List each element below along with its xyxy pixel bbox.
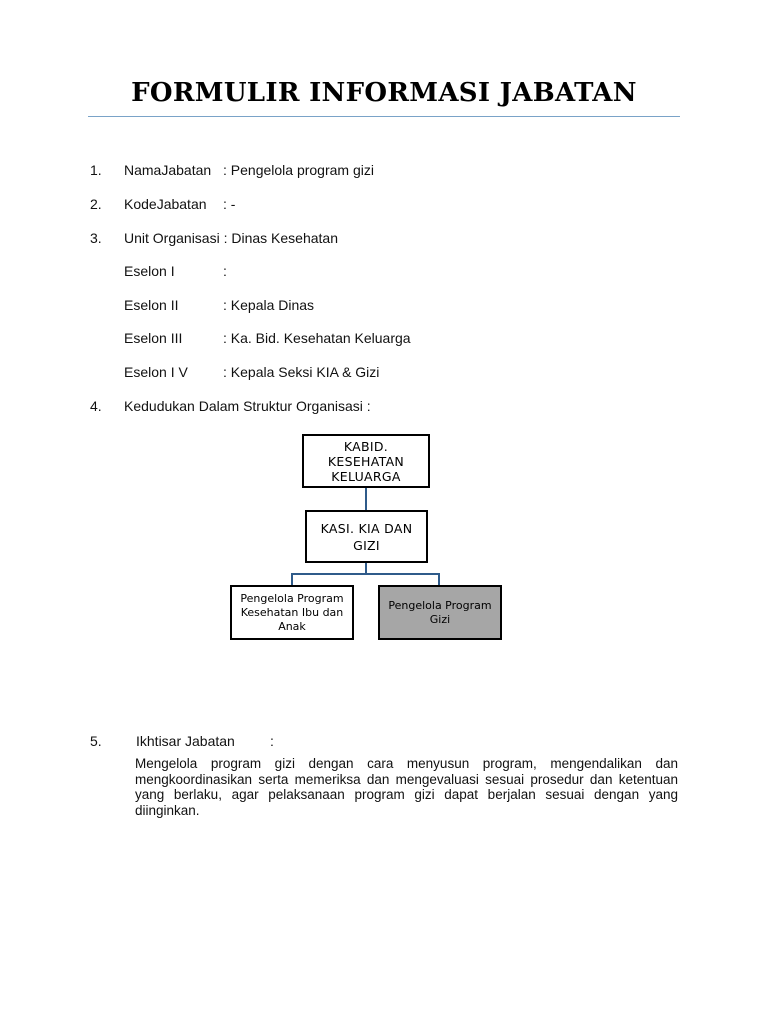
document-title: FORMULIR INFORMASI JABATAN <box>131 78 637 108</box>
item-label: Kedudukan Dalam Struktur Organisasi : <box>124 398 371 414</box>
title-divider <box>88 116 680 117</box>
org-connector <box>365 488 367 510</box>
org-connector <box>438 573 440 585</box>
eselon-label: Eselon III <box>124 330 183 346</box>
eselon-value: : Kepala Dinas <box>223 297 315 313</box>
item-colon: : <box>270 733 274 749</box>
eselon-label: Eselon I <box>124 263 175 279</box>
item-value: : Pengelola program gizi <box>223 162 374 178</box>
item-label: KodeJabatan <box>124 196 207 212</box>
item-label: NamaJabatan <box>124 162 212 178</box>
org-box-label: Pengelola Program Gizi <box>388 598 492 626</box>
org-connector <box>291 573 293 585</box>
item-number: 3. <box>90 230 102 246</box>
item-number: 2. <box>90 196 102 212</box>
eselon-value: : Kepala Seksi KIA & Gizi <box>223 364 380 380</box>
item-label: Unit Organisasi : Dinas Kesehatan <box>124 230 338 246</box>
eselon-label: Eselon I V <box>124 364 188 380</box>
org-box-pengelola-kia <box>230 585 354 640</box>
eselon-label: Eselon II <box>124 297 179 313</box>
org-connector <box>291 573 440 575</box>
item-number: 4. <box>90 398 102 414</box>
org-box-label: KABID. KESEHATAN KELUARGA <box>327 438 405 484</box>
item-label: Ikhtisar Jabatan <box>136 733 235 749</box>
eselon-value: : Ka. Bid. Kesehatan Keluarga <box>223 330 411 346</box>
org-box-kabid <box>302 434 430 488</box>
ikhtisar-text: Mengelola program gizi dengan cara menyusun program, mengendalikan dan mengkoordinasikan serta memeriksa dan mengevaluasi sesuai prosedur dan ketentuan yang berlaku, agar pelaksanaan program gizi dapat berjalan sesuai dengan yang diinginkan. <box>135 756 678 818</box>
item-number: 5. <box>90 733 102 749</box>
org-box-label: Pengelola Program Kesehatan Ibu dan Anak <box>240 591 344 633</box>
item-value: : - <box>223 196 236 212</box>
org-box-kasi <box>305 510 428 563</box>
eselon-value: : <box>223 263 227 279</box>
org-box-pengelola-gizi <box>378 585 502 640</box>
item-number: 1. <box>90 162 102 178</box>
org-box-label: KASI. KIA DAN GIZI <box>320 520 413 553</box>
